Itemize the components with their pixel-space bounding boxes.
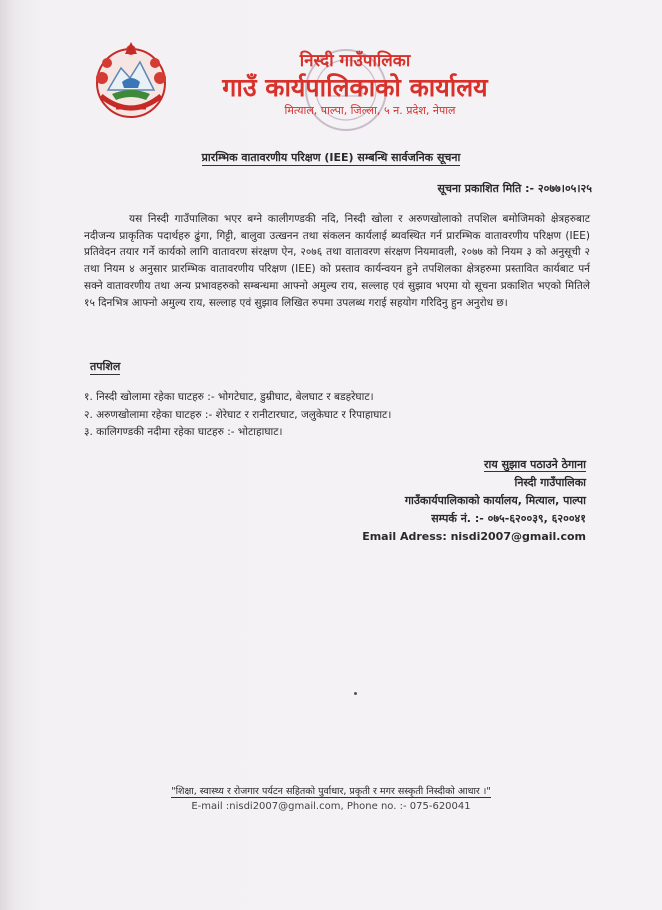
details-heading: तपशिल: [90, 360, 121, 373]
list-item: ३. कालिगण्डकी नदीमा रहेका घाटहरु :- भोटाहाघाट।: [84, 426, 283, 438]
nepal-emblem-icon: [88, 38, 174, 124]
contact-number: सम्पर्क नं. :- ०७५-६२००३९, ६२००४१: [431, 512, 586, 525]
footer-contact: E-mail :nisdi2007@gmail.com, Phone no. :- 075-620041: [191, 801, 471, 812]
address-email: Email Adress: nisdi2007@gmail.com: [362, 530, 586, 543]
letterhead-name: निस्दी गाउँपालिका: [299, 51, 411, 71]
submission-address: [362, 456, 586, 546]
speck-dot: [354, 692, 357, 695]
list-item: १. निस्दी खोलामा रहेका घाटहरु :- भोगटेघाट, डुम्रीघाट, बेलघाट र बडहरेघाट।: [84, 391, 374, 403]
address-label: राय सुझाव पठाउने ठेगाना: [484, 458, 586, 471]
list-item: २. अरुणखोलामा रहेका घाटहरु :- शेरेघाट र रानीटारघाट, जलुकेघाट र रिपाहाघाट।: [84, 408, 392, 421]
address-line-2: गाउँकार्यपालिकाको कार्यालय, मित्याल, पाल्पा: [404, 494, 586, 507]
notice-body: यस निस्दी गाउँपालिका भएर बग्ने कालीगण्डकी नदि, निस्दी खोला र अरुणखोलाको तपशिल बमोजिमको क्षेत्रहरुबाट नदीजन्य प्राकृतिक पदार्थहरु ढुंगा, गिट्टी, बालुवा उत्खनन तथा संकलन कार्यलाई ब्यवस्थित गर्न प्रारम्भिक वातावरणीय परिक्षण (IEE) प्रतिवेदन तयार गर्ने कार्यको लागि वातावरण संरक्षण ऐन, २०७६ तथा वातावरण संरक्षण नियमावली, २०७७ को नियम ३ को अनुसूची २ तथा नियम ४ अनुसार प्रारम्भिक वातावरणीय परिक्षण (IEE) को प्रस्ताव कार्यन्वयन हुने तपशिलका क्षेत्रहरुमा प्रस्तावित कार्यबाट पर्न सक्ने वातावरणीय तथा अन्य प्रभावहरुको सम्बन्धमा आफ्नो अमुल्य राय, सल्लाह एवं सुझाव भएमा यो सूचना प्रकाशित भएको मितिले १५ दिनभित्र आफ्नो अमुल्य राय, सल्लाह एवं सुझाव लिखित रुपमा उपलब्ध गराई सहयोग गरिदिनु हुन अनुरोध छ।: [84, 213, 590, 309]
letterhead-address: मित्याल, पाल्पा, जिल्ला, ५ न. प्रदेश, नेपाल: [284, 104, 456, 117]
publication-date: सूचना प्रकाशित मिति :- २०७७।०५।२५: [437, 182, 592, 195]
notice-subject: [0, 150, 662, 165]
footer-motto: [0, 784, 662, 797]
address-line-1: निस्दी गाउँपालिका: [514, 476, 586, 489]
footer-motto-text: "शिक्षा, स्वास्थ्य र रोजगार पर्यटन सहितको पुर्वाधार, प्रकृती र मगर सस्कृती निस्दीको आधार ।": [171, 786, 491, 797]
details-list: [84, 389, 391, 442]
letterhead-office: गाउँ कार्यपालिकाको कार्यालय: [222, 73, 488, 102]
notice-subject-text: प्रारम्भिक वातावरणीय परिक्षण (IEE) सम्बन्धि सार्वजनिक सूचना: [201, 151, 461, 164]
